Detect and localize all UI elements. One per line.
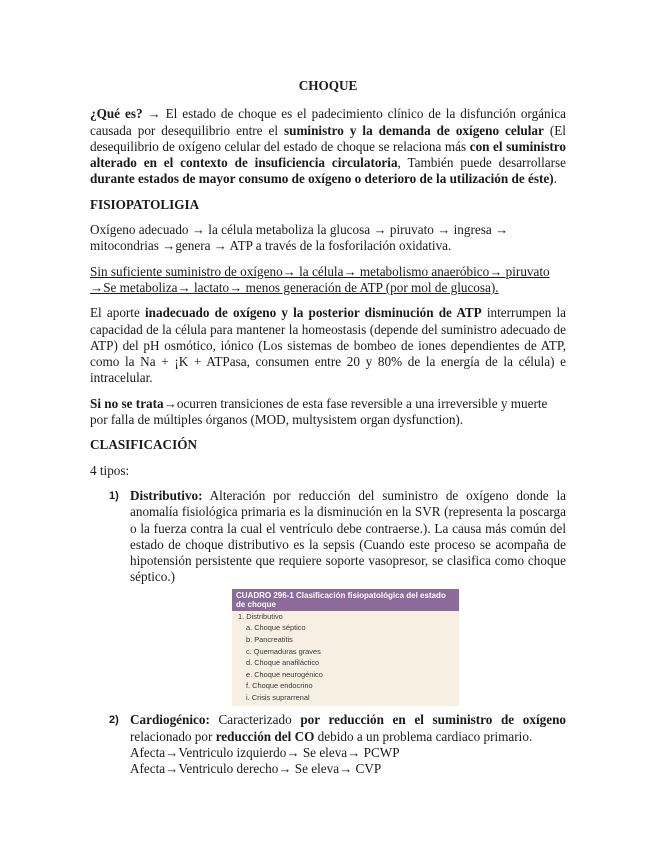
classification-table-image: [232, 589, 459, 707]
page-title: CHOQUE: [298, 78, 358, 93]
fisio-p3-bold-1: inadecuado de oxígeno y la posterior disminución de ATP: [144, 305, 482, 321]
intro-bold-3: durante estados de mayor consumo de oxígeno o deterioro de la utilización de éste): [90, 171, 554, 187]
table-row: f. Choque endocrino: [246, 681, 313, 691]
table-row: e. Choque neurogénico: [246, 669, 323, 679]
list-number: 1): [109, 489, 119, 502]
cardiogenico-label: Cardiogénico:: [130, 712, 210, 728]
table-title: CUADRO 296-1 Clasificación fisiopatológica del estado de choque: [232, 589, 459, 611]
fisio-paragraph-3: [90, 305, 566, 386]
cardiogenico-text-3: debido a un problema cardiaco primario.: [314, 728, 533, 744]
cardiogenico-bold-2: reducción del CO: [215, 728, 315, 744]
cardiogenico-text-2: relacionado por: [130, 728, 216, 744]
table-row: 1. Distributivo: [238, 611, 283, 621]
table-row: b. Pancreatitis: [246, 634, 293, 644]
cardiogenico-line-2: Afecta→Ventriculo izquierdo→ Se eleva→ PCWP: [130, 745, 400, 761]
fisio-paragraph-2: Sin suficiente suministro de oxígeno→ la célula→ metabolismo anaeróbico→ piruvato →Se metaboliza→ lactato→ menos generación de ATP (por mol de glucosa).: [90, 263, 550, 295]
distributivo-label: Distributivo:: [130, 487, 203, 503]
fisio-p4-text: →ocurren transiciones de esta fase reversible a una irreversible y muerte por falla de múltiples órganos (MOD, multysistem organ dysfunction).: [90, 395, 548, 428]
cardiogenico-line-3: Afecta→Ventriculo derecho→ Se eleva→ CVP: [130, 761, 382, 777]
table-row: a. Choque séptico: [246, 623, 306, 633]
clasif-count: 4 tipos:: [90, 462, 130, 478]
table-row: c. Quemaduras graves: [246, 646, 321, 656]
list-number: 2): [109, 714, 119, 727]
intro-text-3: , También puede desarrollarse: [397, 155, 566, 171]
intro-bold-2: con el suministro alterado en el contexto de insuficiencia circulatoria: [90, 138, 566, 171]
intro-text-4: .: [553, 171, 557, 187]
cardiogenico-bold-1: por reducción en el suministro de oxígeno: [300, 712, 566, 728]
fisio-paragraph-4: [90, 396, 566, 429]
clasif-heading: CLASIFICACIÓN: [90, 437, 197, 453]
cardiogenico-paragraph: [130, 712, 566, 745]
intro-paragraph: [90, 106, 566, 187]
fisio-p4-bold: Si no se trata: [90, 395, 164, 411]
intro-label: ¿Qué es?: [90, 106, 143, 122]
intro-text-2: (El desequilibrio de oxígeno celular del estado de choque se relaciona más: [90, 122, 566, 154]
fisio-paragraph-1: Oxígeno adecuado → la célula metaboliza la glucosa → piruvato → ingresa → mitocondrias →genera → ATP a través de la fosforilación oxidativa.: [90, 222, 509, 254]
intro-bold-1: suministro y la demanda de oxígeno celular: [283, 122, 544, 138]
table-row: d. Choque anafiláctico: [246, 658, 320, 668]
list-item-distributivo: [90, 488, 566, 586]
intro-text-1: → El estado de choque es el padecimiento clínico de la disfunción orgánica causada por desequilibrio entre el: [90, 106, 566, 138]
list-item-cardiogenico: [90, 712, 566, 777]
cardiogenico-text-1: Caracterizado: [209, 712, 301, 728]
fisio-heading: FISIOPATOLIGIA: [90, 196, 200, 212]
table-row: i. Crisis suprarrenal: [246, 692, 310, 702]
document-page: [90, 78, 566, 778]
distributivo-text: Alteración por reducción del suministro de oxígeno donde la anomalía fisiológica primaria es la disminución en la SVR (representa la poscarga o la fuerza contra la cual el ventrículo debe contraerse.). La causa más común del estado de choque distributivo es la sepsis (Cuando este proceso se acompaña de hipotensión persistente que requiere soporte vasopresor, se clasifica como choque séptico.): [130, 487, 566, 585]
fisio-p3-text-1: El aporte: [90, 305, 145, 321]
fisio-p3-text-2: interrumpen la capacidad de la célula para mantener la homeostasis (depende del suministro adecuado de ATP) del pH osmótico, iónico (Los sistemas de bombeo de iones dependientes de ATP, como la Na + ¡K + ATPasa, consumen entre 20 y 80% de la energía de la célula) e intracelular.: [90, 305, 567, 386]
